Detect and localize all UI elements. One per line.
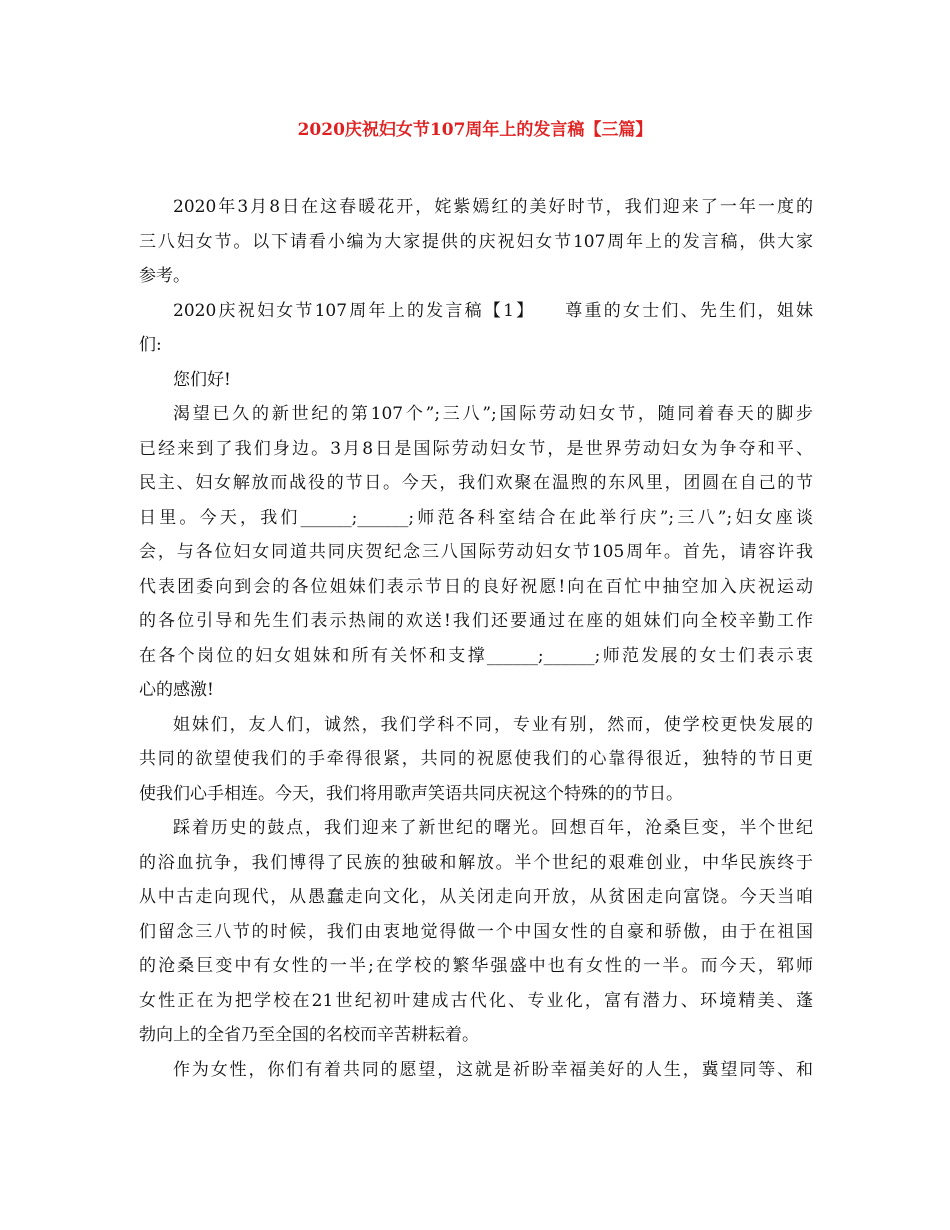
paragraph-line: 踩着历史的鼓点，我们迎来了新世纪的曙光。回想百年，沧桑巨变，半个世纪 — [173, 818, 813, 838]
paragraph-line: 的各位引导和先生们表示热闹的欢送!我们还要通过在座的姐妹们向全校辛勤工作 — [139, 611, 813, 631]
paragraph-line: 代表团委向到会的各位姐妹们表示节日的良好祝愿!向在百忙中抽空加入庆祝运动 — [139, 576, 813, 597]
document-title: 2020庆祝妇女节107周年上的发言稿【三篇】 — [297, 120, 653, 140]
paragraph-line: 女性正在为把学校在21世纪初叶建成古代化、专业化，富有潜力、环境精美、蓬 — [139, 990, 813, 1011]
paragraph-line: 共同的欲望使我们的手牵得很紧，共同的祝愿使我们的心靠得很近，独特的节日更 — [139, 749, 813, 769]
paragraph-line: 会，与各位妇女同道共同庆贺纪念三八国际劳动妇女节105周年。首先，请容许我 — [139, 542, 813, 562]
paragraph-line: 您们好! — [173, 369, 231, 390]
paragraph-line: 参考。 — [139, 266, 190, 286]
paragraph-line: 民主、妇女解放而战役的节日。今天，我们欢聚在温煦的东风里，团圆在自己的节 — [139, 473, 813, 493]
paragraph-line: 2020年3月8日在这春暖花开，姹紫嫣红的美好时节，我们迎来了一年一度的 — [173, 197, 813, 217]
paragraph-line: 们: — [139, 335, 162, 355]
paragraph-line: 已经来到了我们身边。3月8日是国际劳动妇女节，是世界劳动妇女为争夺和平、 — [139, 438, 813, 459]
paragraph-line: 们留念三八节的时候，我们由衷地觉得做一个中国女性的自豪和骄傲，由于在祖国 — [139, 921, 813, 942]
paragraph-line: 渴望已久的新世纪的第107个”;三八”;国际劳动妇女节，随同着春天的脚步 — [173, 404, 813, 424]
paragraph-line: 心的感激! — [139, 680, 214, 700]
paragraph-line: 从中古走向现代，从愚蠢走向文化，从关闭走向开放，从贫困走向富饶。今天当咱 — [139, 887, 813, 907]
paragraph-line: 的沧桑巨变中有女性的一半;在学校的繁华强盛中也有女性的一半。而今天，郓师 — [139, 956, 813, 976]
paragraph-line: 使我们心手相连。今天，我们将用歌声笑语共同庆祝这个特殊的的节日。 — [139, 783, 683, 804]
paragraph-line: 日里。今天，我们______;______;师范各科室结合在此举行庆”;三八”;妇女座谈 — [139, 507, 813, 528]
paragraph-line: 三八妇女节。以下请看小编为大家提供的庆祝妇女节107周年上的发言稿，供大家 — [139, 231, 813, 252]
document-body — [139, 190, 813, 1087]
paragraph-line: 姐妹们，友人们，诚然，我们学科不同，专业有别，然而，使学校更快发展的 — [173, 714, 813, 735]
paragraph-line: 勃向上的全省乃至全国的名校而辛苦耕耘着。 — [139, 1025, 479, 1045]
paragraph-line: 作为女性，你们有着共同的愿望，这就是祈盼幸福美好的人生，冀望同等、和 — [173, 1059, 813, 1080]
paragraph-line: 2020庆祝妇女节107周年上的发言稿【1】 尊重的女士们、先生们，姐妹 — [173, 300, 813, 321]
paragraph-line: 的浴血抗争，我们博得了民族的独破和解放。半个世纪的艰难创业，中华民族终于 — [139, 852, 813, 873]
paragraph-line: 在各个岗位的妇女姐妹和所有关怀和支撑______;______;师范发展的女士们表示衷 — [139, 645, 813, 666]
